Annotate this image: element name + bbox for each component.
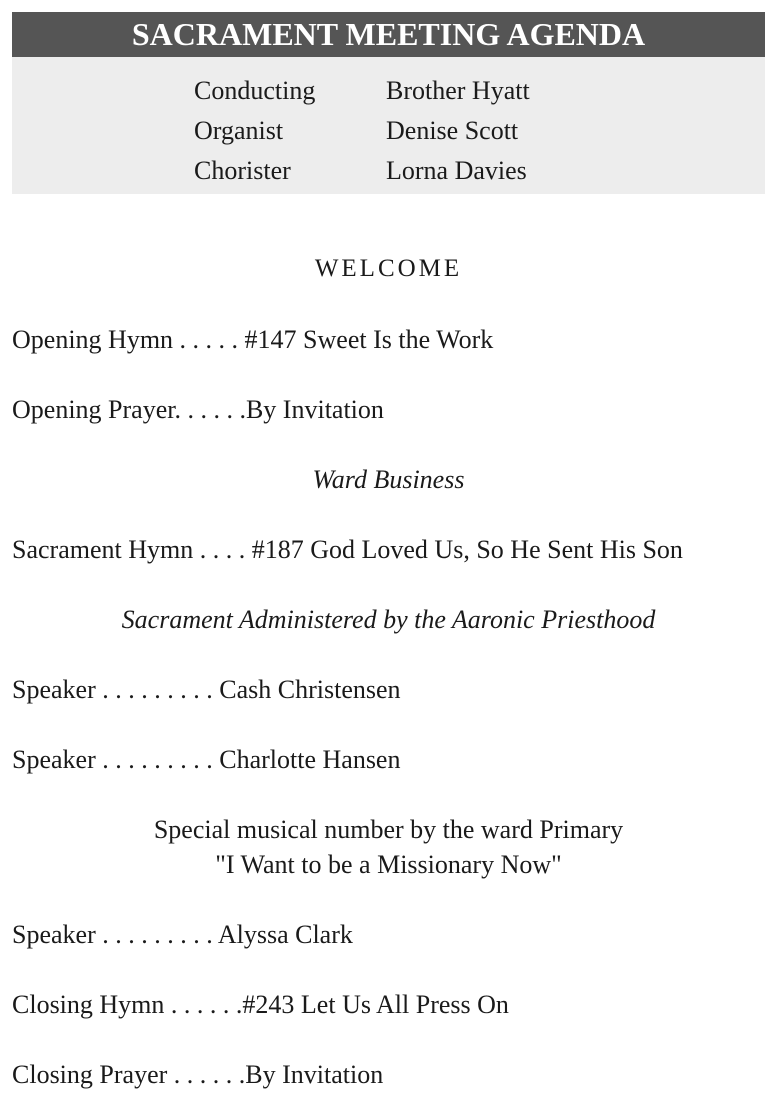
item-label: Speaker bbox=[12, 675, 96, 704]
item-label: Opening Prayer bbox=[12, 395, 175, 424]
role-name: Denise Scott bbox=[386, 116, 519, 145]
agenda-title bbox=[12, 12, 765, 57]
agenda-title-text: SACRAMENT MEETING AGENDA bbox=[131, 16, 646, 52]
sacrament-note: Sacrament Administered by the Aaronic Priesthood bbox=[121, 605, 656, 634]
role-label: Conducting bbox=[194, 76, 316, 105]
agenda-opening-hymn bbox=[12, 325, 493, 355]
item-label: Closing Hymn bbox=[12, 990, 165, 1019]
agenda-opening-prayer bbox=[12, 395, 384, 425]
welcome-heading: WELCOME bbox=[314, 255, 463, 282]
item-value: Charlotte Hansen bbox=[219, 745, 401, 774]
ward-business-heading: Ward Business bbox=[312, 465, 465, 494]
item-dots: . . . . . . bbox=[167, 1060, 246, 1089]
item-dots: . . . . . bbox=[173, 325, 245, 354]
item-value: #243 Let Us All Press On bbox=[242, 990, 509, 1019]
item-label: Sacrament Hymn bbox=[12, 535, 194, 564]
agenda-closing-hymn bbox=[12, 990, 509, 1020]
role-name: Lorna Davies bbox=[386, 156, 527, 185]
item-dots: . . . . bbox=[193, 535, 252, 564]
agenda-speaker-1 bbox=[12, 675, 401, 705]
item-label: Opening Hymn bbox=[12, 325, 174, 354]
special-music-line-2: "I Want to be a Missionary Now" bbox=[215, 850, 562, 879]
item-label: Speaker bbox=[12, 920, 96, 949]
agenda-sacrament-hymn bbox=[12, 535, 683, 565]
special-music-line-1: Special musical number by the ward Primary bbox=[153, 815, 624, 844]
item-value: By Invitation bbox=[245, 1060, 384, 1089]
roles-panel bbox=[12, 57, 765, 194]
role-row-organist bbox=[194, 111, 518, 151]
item-value: #147 Sweet Is the Work bbox=[244, 325, 494, 354]
role-label: Organist bbox=[194, 116, 284, 145]
item-dots: . . . . . . . . . bbox=[95, 675, 220, 704]
item-dots: . . . . . . bbox=[164, 990, 243, 1019]
item-value: #187 God Loved Us, So He Sent His Son bbox=[251, 535, 683, 564]
agenda-speaker-2 bbox=[12, 745, 400, 775]
role-name: Brother Hyatt bbox=[386, 76, 530, 105]
item-dots: . . . . . . bbox=[174, 395, 246, 424]
item-dots: . . . . . . . . . bbox=[95, 745, 220, 774]
role-row-chorister bbox=[194, 151, 527, 191]
agenda-closing-prayer bbox=[12, 1060, 383, 1090]
item-value: Cash Christensen bbox=[219, 675, 401, 704]
agenda-speaker-3 bbox=[12, 920, 353, 950]
item-value: Alyssa Clark bbox=[217, 920, 353, 949]
role-label: Chorister bbox=[194, 156, 291, 185]
role-row-conducting bbox=[194, 71, 530, 111]
item-label: Speaker bbox=[12, 745, 96, 774]
item-value: By Invitation bbox=[245, 395, 384, 424]
item-label: Closing Prayer bbox=[12, 1060, 168, 1089]
item-dots: . . . . . . . . . bbox=[95, 920, 218, 949]
